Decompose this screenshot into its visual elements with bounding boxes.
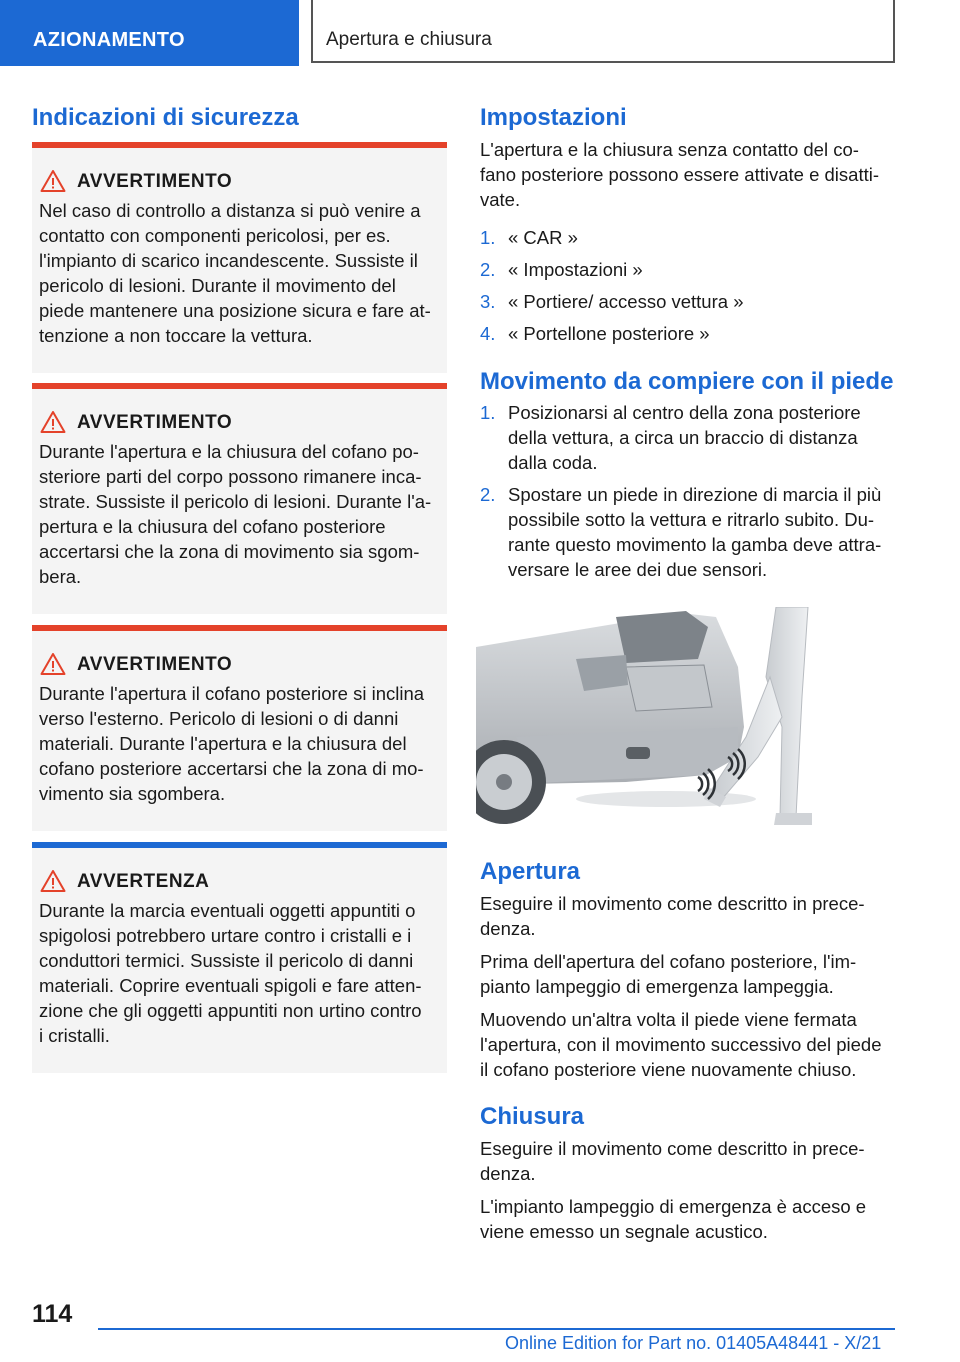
list-item: 4. « Portellone posteriore »: [480, 323, 710, 344]
list-item: 1. Posizionarsi al centro della zona posteriore della vettura, a circa un braccio di distanza dalla coda.: [480, 402, 861, 473]
right-column-lower: [480, 857, 895, 1244]
list-item: 2. « Impostazioni »: [480, 259, 643, 280]
safety-heading: Indicazioni di sicurezza: [32, 104, 299, 131]
notice-text: Durante la marcia eventuali oggetti appuntiti o spigolosi potrebbero urtare contro i cristalli e i conduttori termici. Sussiste il pericolo di danni materiali. Coprire eventuali spigoli e fare atten- zione che gli oggetti appuntiti non urtino contro i cristalli.: [39, 900, 422, 1046]
page-number: 114: [32, 1300, 73, 1328]
list-item: 2. Spostare un piede in direzione di marcia il più possibile sotto la vettura e ritrarlo subito. Du- rante questo movimento la gamba deve attra- versare le aree dei due sensori.: [480, 484, 882, 580]
warning-title: AVVERTIMENTO: [77, 412, 233, 433]
warning-title: AVVERTIMENTO: [77, 654, 233, 675]
warning-title: AVVERTIMENTO: [77, 171, 233, 192]
closing-paragraph-2: L'impianto lampeggio di emergenza è acceso e viene emesso un segnale acustico.: [480, 1196, 867, 1242]
warning-box-3: [32, 625, 447, 831]
settings-intro: L'apertura e la chiusura senza contatto del co- fano posteriore possono essere attivate e disatti- vate.: [480, 139, 880, 210]
settings-steps: [480, 225, 895, 346]
closing-heading: Chiusura: [480, 1103, 585, 1130]
foot-movement-heading: Movimento da compiere con il piede: [480, 368, 894, 395]
chapter-title: Apertura e chiusura: [311, 0, 895, 63]
opening-paragraph-1: Eseguire il movimento come descritto in prece- denza.: [480, 893, 865, 939]
list-item: 1. « CAR »: [480, 227, 578, 248]
page-header: [0, 0, 960, 66]
footer-rule: [98, 1328, 895, 1330]
warning-text: Durante l'apertura e la chiusura del cofano po- steriore parti del corpo possono rimanere inca- strate. Sussiste il pericolo di lesioni. Durante l'a- pertura e la chiusura del cofano posteriore accertarsi che la zona di movimento sia sgom- bera.: [39, 441, 432, 587]
closing-paragraph-1: Eseguire il movimento come descritto in prece- denza.: [480, 1138, 865, 1184]
section-tab: AZIONAMENTO: [0, 0, 299, 66]
warning-text: Durante l'apertura il cofano posteriore si inclina verso l'esterno. Pericolo di lesioni o di danni materiali. Durante l'apertura e la chiusura del cofano posteriore accertarsi che la zona di mo- vimento sia sgombera.: [39, 683, 425, 804]
notice-box: [32, 842, 447, 1073]
movement-steps: [480, 400, 895, 582]
car-foot-gesture-illustration: [476, 607, 812, 827]
right-column: [480, 103, 895, 582]
warning-box-2: [32, 383, 447, 614]
notice-title: AVVERTENZA: [77, 871, 210, 892]
opening-paragraph-3: Muovendo un'altra volta il piede viene fermata l'apertura, con il movimento successivo del piede il cofano posteriore viene nuovamente chiuso.: [480, 1009, 882, 1080]
opening-paragraph-2: Prima dell'apertura del cofano posteriore, l'im- pianto lampeggio di emergenza lampeggia.: [480, 951, 857, 997]
list-item: 3. « Portiere/ accesso vettura »: [480, 291, 744, 312]
warning-triangle-icon: [40, 652, 66, 676]
warning-text: Nel caso di controllo a distanza si può venire a contatto con componenti pericolosi, per es. l'impianto di scarico incandescente. Sussiste il pericolo di lesioni. Durante il movimento del piede mantenere una posizione sicura e fare at- tenzione a non toccare la vettura.: [39, 200, 431, 346]
warning-triangle-icon: [40, 410, 66, 434]
warning-box-1: [32, 142, 447, 373]
edition-info: Online Edition for Part no. 01405A48441 - X/21: [505, 1333, 882, 1353]
warning-triangle-icon: [40, 169, 66, 193]
settings-heading: Impostazioni: [480, 104, 627, 131]
opening-heading: Apertura: [480, 858, 581, 885]
warning-triangle-icon: [40, 869, 66, 893]
